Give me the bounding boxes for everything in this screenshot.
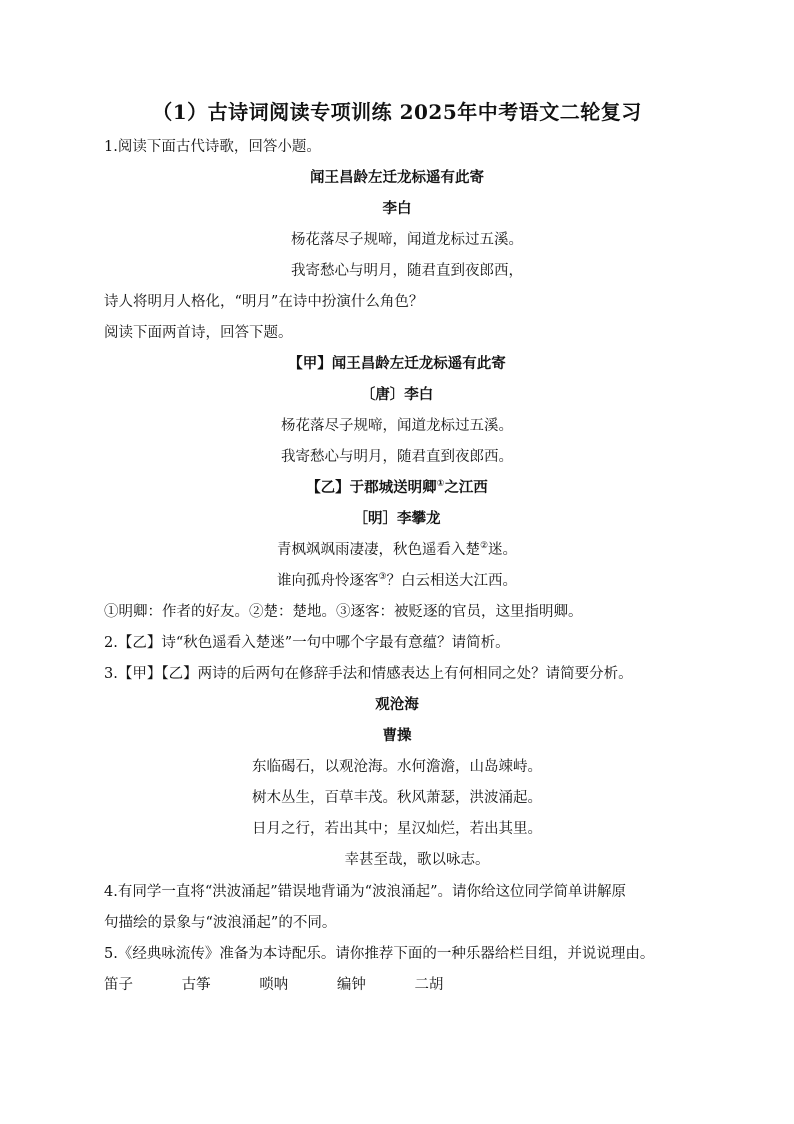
poem-3-line: 日月之行，若出其中；星汉灿烂，若出其里。 bbox=[252, 821, 542, 837]
poem-b-line-text: 青枫飒飒雨凄凄，秋色遥看入楚 bbox=[276, 542, 480, 558]
instrument-option: 古筝 bbox=[181, 977, 211, 993]
question-1-prompt: 1.阅读下面古代诗歌，回答小题。 bbox=[104, 139, 321, 155]
question-3-text: 3.【甲】【乙】两诗的后两句在修辞手法和情感表达上有何相同之处？请简要分析。 bbox=[104, 666, 633, 682]
poem-b-line bbox=[0, 571, 794, 591]
footnote-marker: ③ bbox=[378, 572, 387, 583]
poem-1-line: 我寄愁心与明月，随君直到夜郎西， bbox=[291, 263, 523, 279]
question-4-text: 4.有同学一直将“洪波涌起”错误地背诵为“波浪涌起”。请你给这位同学简单讲解原 bbox=[104, 884, 626, 900]
poem-a-title: 【甲】闻王昌龄左迁龙标遥有此寄 bbox=[288, 356, 506, 372]
poem-3-line: 幸甚至哉，歌以咏志。 bbox=[344, 852, 490, 868]
question-4-text-cont: 句描绘的景象与“波浪涌起”的不同。 bbox=[104, 915, 337, 931]
footnotes: ①明卿：作者的好友。②楚：楚地。③逐客：被贬逐的官员，这里指明卿。 bbox=[104, 604, 583, 620]
section-2-intro: 阅读下面两首诗，回答下题。 bbox=[104, 325, 293, 341]
poem-a-line: 杨花落尽子规啼，闻道龙标过五溪。 bbox=[281, 418, 513, 434]
instrument-option: 二胡 bbox=[414, 977, 444, 993]
poem-3-line: 东临碣石，以观沧海。水何澹澹，山岛竦峙。 bbox=[252, 759, 542, 775]
question-5-text: 5.《经典咏流传》准备为本诗配乐。请你推荐下面的一种乐器给栏目组，并说说理由。 bbox=[104, 946, 655, 962]
poem-3-title: 观沧海 bbox=[375, 697, 419, 713]
poem-1-title: 闻王昌龄左迁龙标遥有此寄 bbox=[310, 170, 484, 186]
poem-a-author: 〔唐〕李白 bbox=[360, 387, 434, 403]
poem-3-line: 树木丛生，百草丰茂。秋风萧瑟，洪波涌起。 bbox=[252, 790, 542, 806]
poem-b-title-text: 【乙】于郡城送明卿 bbox=[306, 480, 437, 496]
poem-b-title-text: 之江西 bbox=[444, 480, 488, 496]
poem-b-line bbox=[0, 540, 794, 560]
instrument-option: 编钟 bbox=[336, 977, 366, 993]
footnote-marker: ① bbox=[436, 479, 445, 490]
poem-b-line-text: 谁向孤舟怜逐客 bbox=[276, 573, 379, 589]
poem-1-author: 李白 bbox=[382, 201, 412, 217]
poem-b-author: ［明］李攀龙 bbox=[353, 511, 441, 527]
poem-3-author: 曹操 bbox=[382, 728, 412, 744]
poem-b-line-text: ？白云相送大江西。 bbox=[386, 573, 518, 589]
question-1-text: 诗人将明月人格化，“明月”在诗中扮演什么角色？ bbox=[104, 294, 424, 310]
poem-1-line: 杨花落尽子规啼，闻道龙标过五溪。 bbox=[291, 232, 523, 248]
poem-a-line: 我寄愁心与明月，随君直到夜郎西。 bbox=[281, 449, 513, 465]
instrument-option: 唢呐 bbox=[259, 977, 289, 993]
page-title: （1）古诗词阅读专项训练 2025年中考语文二轮复习 bbox=[152, 100, 642, 124]
question-2-text: 2.【乙】诗“秋色遥看入楚迷”一句中哪个字最有意蕴？请简析。 bbox=[104, 635, 510, 651]
poem-b-title bbox=[0, 478, 794, 498]
footnote-marker: ② bbox=[479, 541, 489, 552]
instrument-option: 笛子 bbox=[104, 977, 133, 993]
poem-b-line-text: 迷。 bbox=[488, 542, 518, 558]
instrument-options bbox=[104, 975, 487, 995]
